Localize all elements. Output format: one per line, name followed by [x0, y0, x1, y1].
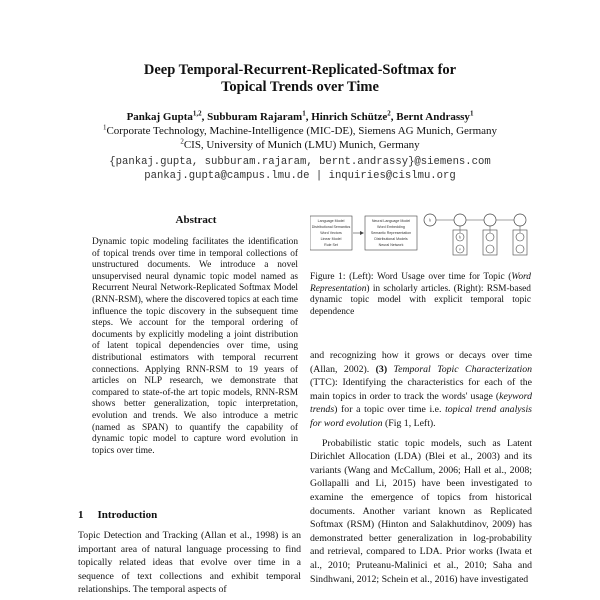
rnn-hidden-node — [454, 214, 466, 226]
paragraph: Probabilistic static topic models, such as Latent Dirichlet Allocation (LDA) (Blei et al., 2003) and its variants (Wang and McCallum, 2006; Hall et al., 2008; Gollapalli and Li, 2015) have been investigated to examine the emergence of topics from historical documents. Another variant known as Replicated Softmax (RSM) (Hinton and Salakhutdinov, 2009) has demonstrated better generalization in log-probability and retrieval, compared to LDA. Prior works (Iwata et al., 2010; Pruteanu-Malinici et al., 2010; Saha and Sindhwani, 2012; Schein et al., 2016) have investigated — [310, 437, 532, 585]
affiliation-2: $^2$CIS, University of Munich (LMU) Munich, Germany — [180, 137, 420, 151]
paragraph: and recognizing how it grows or decays over time (Allan, 2002). (3) Temporal Topic Characterization (TTC): Identifying the characteristics for each of the main topics in order to track the words' usage (keyword trends) for a topic over time i.e. topical trend analysis for word evolution (Fig 1, Left). — [310, 350, 532, 429]
figure-1 — [310, 210, 530, 260]
left-word: Language Model — [317, 219, 345, 223]
right-word: Neural Language Model — [371, 219, 411, 223]
rnn-hidden-node — [484, 214, 496, 226]
left-word: Distributional Semantics — [311, 225, 351, 229]
author: Bernt Andrassy$^1$ — [396, 109, 474, 123]
rsm-block — [483, 230, 497, 255]
left-word: Rule Set — [324, 243, 338, 247]
right-word: Neural Network — [378, 243, 404, 247]
node-label: h — [459, 234, 461, 240]
introduction-body: Topic Detection and Tracking (Allan et al., 1998) is an important area of natural language processing to find topically related ideas that evolve over time in a sequence of text collections and exhibit temporal relationships. The temporal aspects of — [78, 530, 301, 596]
abstract-body: Dynamic topic modeling facilitates the identification of topical trends over time in temporal collections of unstructured documents. We introduce a novel unsupervised neural dynamic topic model named as Recurrent Neural Network-Replicated Softmax Model (RNN-RSM), where the discovered topics at each time influence the topic discovery in the subsequent time steps. We account for the temporal ordering of documents by explicitly modeling a joint distribution of latent topical dependencies over time, using distributional estimators with temporal recurrent connections. Applying RNN-RSM to 19 years of articles on NLP research, we demonstrate that compared to state-of-the art topic models, RNN-RSM shows better generalization, topic interpretation, evolution and trends. We also introduce a metric (named as SPAN) to quantify the capability of dynamic topic model to capture word evolution in topics over time. — [92, 237, 298, 456]
rnn-hidden-node — [514, 214, 526, 226]
author: Subburam Rajaram$^1$, — [207, 109, 312, 123]
node-label: h — [429, 217, 431, 223]
right-word: Word Embedding — [377, 225, 405, 229]
abstract-heading: Abstract — [175, 214, 217, 226]
author-list — [0, 111, 600, 123]
affiliation-1: $^1$Corporate Technology, Machine-Intelligence (MIC-DE), Siemens AG Munich, Germany — [102, 123, 498, 137]
node-label: v — [459, 246, 461, 252]
paper-title-line-1: Deep Temporal-Recurrent-Replicated-Softmax for — [143, 62, 457, 78]
right-column-body — [310, 349, 532, 586]
figure-1-diagram — [310, 210, 530, 260]
paper-title-line-2: Topical Trends over Time — [221, 79, 379, 95]
right-word: Distributional Models — [374, 237, 408, 241]
left-word: Linear Model — [320, 237, 342, 241]
author: Pankaj Gupta$^{1,2}$, — [126, 109, 208, 123]
email-line-1[interactable]: {pankaj.gupta, subburam.rajaram, bernt.andrassy}@siemens.com — [109, 156, 491, 168]
author: Hinrich Schütze$^2$, — [311, 109, 397, 123]
arrow-head-icon — [360, 231, 364, 235]
section-heading-introduction: 1 Introduction — [78, 509, 158, 521]
rsm-block — [513, 230, 527, 255]
email-line-2[interactable]: pankaj.gupta@campus.lmu.de | inquiries@cislmu.org — [144, 170, 456, 182]
left-word: Word Vectors — [320, 231, 342, 235]
right-word: Semantic Representation — [370, 231, 412, 235]
figure-1-caption: Figure 1: (Left): Word Usage over time for Topic (Word Representation) in scholarly articles. (Right): RSM-based dynamic topic model with explicit temporal topic dependence — [310, 272, 531, 317]
